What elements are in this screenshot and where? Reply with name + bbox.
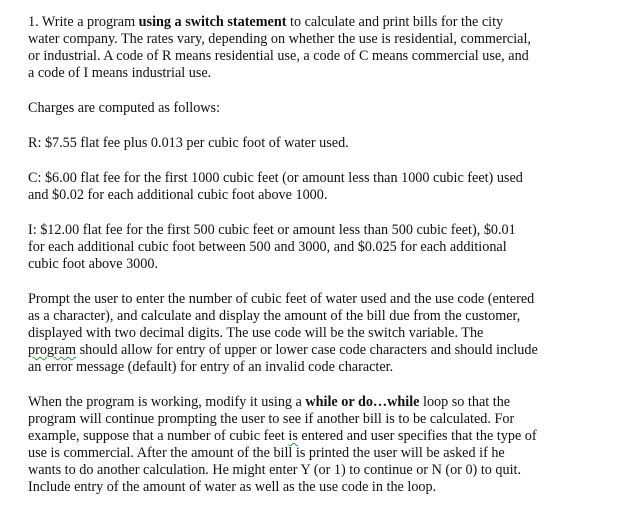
intro-line-3: or industrial. A code of R means residential use, a code of C means commercial use, and <box>28 48 529 64</box>
prompt-paragraph <box>28 291 608 376</box>
intro-paragraph <box>28 14 608 82</box>
rate-c-line-2: and $0.02 for each additional cubic foot above 1000. <box>28 187 328 203</box>
rate-c-line-1: C: $6.00 flat fee for the first 1000 cubic feet (or amount less than 1000 cubic feet) used <box>28 170 523 186</box>
loop-line-4: use is commercial. After the amount of the bill is printed the user will be asked if he <box>28 445 505 461</box>
rate-i-line-2: for each additional cubic foot between 500 and 3000, and $0.025 for each additional <box>28 239 507 255</box>
loop-text: entered and user specifies that the type of <box>297 428 537 444</box>
intro-line-1 <box>28 14 608 31</box>
intro-line-2: water company. The rates vary, depending on whether the use is residential, commercial, <box>28 31 531 47</box>
intro-text: 1. Write a program <box>28 14 139 30</box>
charges-heading: Charges are computed as follows: <box>28 100 221 116</box>
rate-i-line-1: I: $12.00 flat fee for the first 500 cubic feet or amount less than 500 cubic feet), $0.01 <box>28 222 516 238</box>
rate-i-line-3: cubic foot above 3000. <box>28 256 159 272</box>
loop-line-2: program will continue prompting the user to see if another bill is to be calculated. For <box>28 411 515 427</box>
rate-residential <box>28 135 608 152</box>
prompt-text: should allow for entry of upper or lower case code characters and should include <box>76 342 538 358</box>
loop-line-6: Include entry of the amount of water as well as the use code in the loop. <box>28 479 437 495</box>
loop-line-5: wants to do another calculation. He might enter Y (or 1) to continue or N (or 0) to quit. <box>28 462 522 478</box>
rate-commercial <box>28 170 608 204</box>
loop-paragraph <box>28 394 608 496</box>
prompt-line-2: as a character), and calculate and display the amount of the bill due from the customer, <box>28 308 521 324</box>
intro-text: to calculate and print bills for the city <box>286 14 504 30</box>
loop-line-3 <box>28 428 608 445</box>
prompt-line-3: displayed with two decimal digits. The use code will be the switch variable. The <box>28 325 484 341</box>
loop-line-1 <box>28 394 608 411</box>
rate-industrial <box>28 222 608 273</box>
problem-document <box>28 14 608 496</box>
prompt-line-1: Prompt the user to enter the number of cubic feet of water used and the use code (entered <box>28 291 535 307</box>
loop-keyword-emphasis: while or do…while <box>305 394 420 410</box>
loop-text: example, suppose that a number of cubic feet <box>28 428 289 444</box>
prompt-line-4 <box>28 342 608 359</box>
prompt-line-5: an error message (default) for entry of an invalid code character. <box>28 359 394 375</box>
spellcheck-flagged-word: program <box>28 342 77 358</box>
loop-text: loop so that the <box>419 394 511 410</box>
loop-text: When the program is working, modify it using a <box>28 394 306 410</box>
rate-r-line-1: R: $7.55 flat fee plus 0.013 per cubic foot of water used. <box>28 135 349 151</box>
spellcheck-flagged-word: is <box>288 428 298 444</box>
intro-line-4: a code of I means industrial use. <box>28 65 212 81</box>
switch-statement-emphasis: using a switch statement <box>138 14 287 30</box>
